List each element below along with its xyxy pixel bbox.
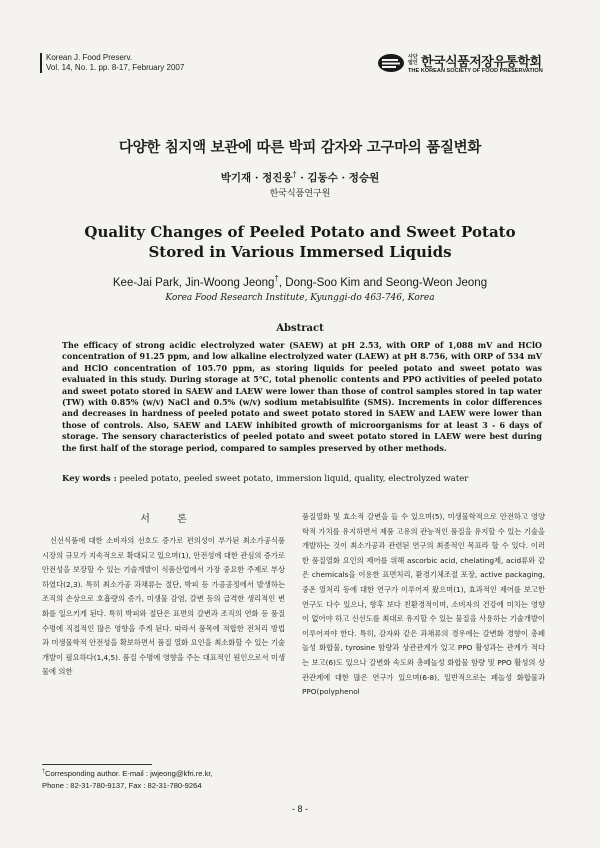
- journal-volume: Vol. 14, No. 1. pp. 8-17, February 2007: [46, 63, 185, 72]
- korean-affiliation: 한국식품연구원: [269, 189, 331, 199]
- english-title-line1: Quality Changes of Peeled Potato and Sweet Potato: [84, 223, 516, 241]
- society-english-name: THE KOREAN SOCIETY OF FOOD PRESERVATION: [408, 68, 543, 74]
- society-logo-icon: [377, 53, 405, 73]
- english-title-line2: Stored in Various Immersed Liquids: [148, 243, 452, 261]
- section-heading-introduction: 서 론: [140, 514, 199, 525]
- abstract-text: The efficacy of strong acidic electrolyzed water (SAEW) at pH 2.53, with ORP of 1,088 mV and HClO concentration of 91.25 ppm, and low alkaline electrolyzed water (LAEW) at pH 8.756, with ORP of 534 mV and HClO concentration of 105.70 ppm, as storing liquids for peeled potato and sweet potato was evaluated in this study. During storage at 5℃, total phenolic contents and PPO activities of peeled potato and sweet potato stored in SAEW and LAEW were lower than those of control samples stored in tap water (TW) with 0.85% (w/v) NaCl and 0.5% (w/v) sodium metabisulfite (SMS). Increments in color differences and decreases in hardness of peeled potato and sweet potato stored in SAEW and LAEW were lower than those of controls. Also, SAEW and LAEW inhibited growth of microorganisms for at least 3 - 6 days of storage. The sensory characteristics of peeled potato and sweet potato stored in LAEW were best during the first half of the storage period, compared to samples preserved by other methods.: [62, 340, 542, 453]
- society-founded-label: 사단법인: [408, 54, 418, 66]
- footnote-divider: [42, 764, 152, 765]
- korean-title: 다양한 침지액 보관에 따른 박피 감자와 고구마의 품질변화: [118, 140, 482, 156]
- keywords: [62, 474, 542, 484]
- english-title: [0, 222, 600, 262]
- korean-authors: 박기재 · 정진웅† · 김동수 · 정승원: [220, 169, 380, 184]
- keywords-list: peeled potato, peeled sweet potato, immersion liquid, quality, electrolyzed water: [119, 474, 469, 484]
- keywords-label: Key words :: [62, 474, 117, 484]
- body-column-left: [42, 510, 285, 680]
- corresponding-author-footnote: †Corresponding author. E-mail : jwjeong@kfri.re.kr, Phone : 82-31-780-9137, Fax : 82-31-780-9264: [42, 768, 213, 790]
- journal-citation: [40, 53, 184, 73]
- abstract-heading: Abstract: [276, 323, 324, 334]
- page-number: - 8 -: [291, 804, 308, 814]
- journal-name: Korean J. Food Preserv.: [46, 53, 133, 62]
- english-authors: Kee-Jai Park, Jin-Woong Jeong†, Dong-Soo Kim and Seong-Weon Jeong: [112, 274, 488, 289]
- english-affiliation: Korea Food Research Institute, Kyunggi-do 463-746, Korea: [165, 293, 435, 303]
- society-korean-name: 한국식품저장유통학회: [421, 55, 542, 70]
- body-paragraph: 신선식품에 대한 소비자의 선호도 증가로 편의성이 부가된 최소가공식품 시장의 규모가 지속적으로 확대되고 있으며(1), 안전성에 대한 관심의 증가로 안전성을 보장할 수 있는 기술개발이 식품산업에서 가장 중요한 주제로 부상하였다(2,3). 특히 최소가공 과채류는 절단, 박피 등 가공공정에서 발생하는 조직의 손상으로 호흡량의 증가, 미생물 감염, 갈변 등의 급격한 생리적인 변화를 일으키게 된다. 특히 박피와 절단은 표면의 갈변과 조직의 연화 등 품질수명에 직접적인 많은 영향을 주게 된다. 따라서 품목에 적합한 전처리 방법과 미생물학적 안전성을 확보하면서 품질 열화 요인을 최소화할 수 있는 기술개발이 필요하다(1,4,5). 품질 수명에 영향을 주는 대표적인 원인으로서 미생물에 의한: [42, 536, 285, 677]
- society-header: [377, 51, 562, 77]
- body-paragraph: 품질열화 및 효소적 갈변을 들 수 있으며(5), 미생물학적으로 안전하고 영양학적 가치를 유지하면서 제품 고유의 관능적인 품질을 유지할 수 있는 기술을 개발하는 것이 최소가공과 관련된 연구의 최종적인 목표라 할 수 있다. 이러한 품질열화 요인의 제어를 위해 ascorbic acid, chelating제, acid류와 같은 chemicals을 이용한 표면처리, 환경기체조절 포장, active packaging, 중온 열처리 등에 대한 연구가 이루어져 왔으며(1), 효과적인 제어를 보고한 연구도 다수 있으나, 향후 보다 친환경적이며, 소비자의 건강에 미치는 영향이 없어야 하고 신선도를 최대로 유지할 수 있는 물질을 사용하는 기술개발이 이루어져야 한다. 특히, 감자와 같은 과채류의 경우에는 갈변화 경향이 총페놀성 화합물, tyrosine 함량과 상관관계가 있고 PPO 활성과는 관계가 적다는 보고(6)도 있으나 갈변화 속도와 총페놀성 화합물 함량 및 PPO 활성의 상관관계에 대한 많은 연구가 있으며(6-8), 일반적으로는 페놀성 화합물과 PPO(polyphenol: [302, 512, 545, 697]
- body-column-right: [302, 510, 545, 700]
